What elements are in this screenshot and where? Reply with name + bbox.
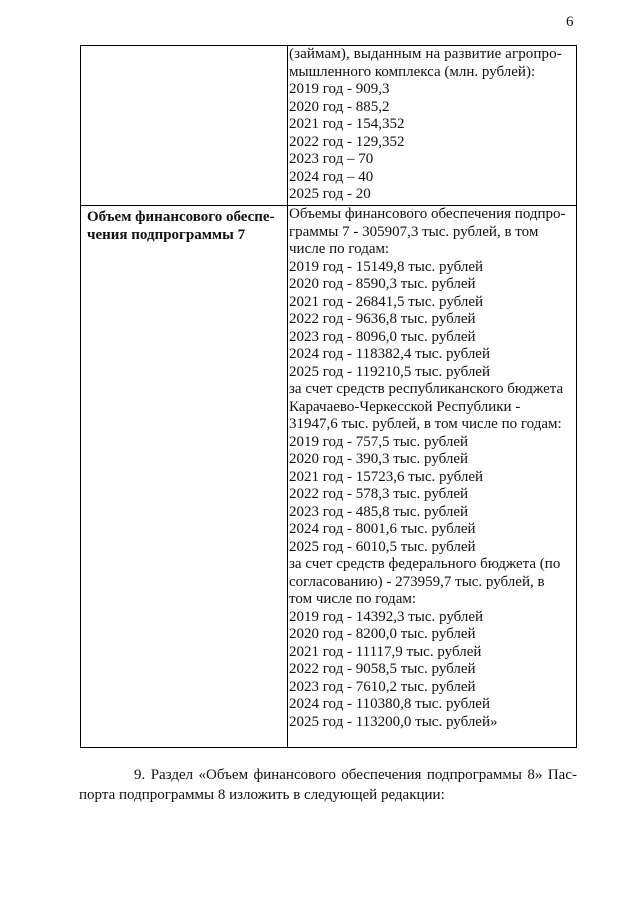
cell-line: 2024 год - 110380,8 тыс. рублей	[289, 696, 490, 712]
cell-line: 2021 год - 26841,5 тыс. рублей	[289, 293, 484, 310]
left-cell-heading	[87, 208, 283, 244]
table-row	[81, 206, 576, 748]
cell-line: 2022 год - 129,352	[289, 133, 405, 150]
cell-line: числе по годам:	[289, 241, 390, 257]
cell-line: 2023 год - 8096,0 тыс. рублей	[289, 328, 476, 345]
cell-line: 2021 год - 11117,9 тыс. рублей	[289, 643, 482, 660]
cell-line: 2021 год - 15723,6 тыс. рублей	[289, 468, 484, 485]
cell-line: Объемы финансового обеспечения подпро-	[289, 206, 566, 222]
cell-line: 2024 год - 118382,4 тыс. рублей	[289, 346, 490, 362]
right-cell	[289, 206, 573, 731]
cell-line: 2019 год - 14392,3 тыс. рублей	[289, 608, 484, 625]
cell-line: 2019 год - 909,3	[289, 81, 390, 97]
cell-line: 2022 год - 578,3 тыс. рублей	[289, 486, 469, 502]
cell-line: 2024 год - 8001,6 тыс. рублей	[289, 521, 476, 537]
cell-line: 2019 год - 15149,8 тыс. рублей	[289, 258, 484, 275]
cell-line: 2023 год - 7610,2 тыс. рублей	[289, 678, 476, 695]
cell-line: 2020 год - 8200,0 тыс. рублей	[289, 626, 476, 642]
cell-line: 2020 год - 390,3 тыс. рублей	[289, 451, 469, 467]
cell-line: (займам), выданным на развитие агропро-	[289, 46, 562, 62]
cell-line: Объем финансового обеспе-	[87, 209, 275, 225]
cell-line: Карачаево-Черкесской Республики -	[289, 398, 521, 415]
cell-line: 2025 год - 20	[289, 186, 371, 202]
cell-line: согласованию) - 273959,7 тыс. рублей, в	[289, 573, 545, 590]
cell-line: 2022 год - 9058,5 тыс. рублей	[289, 661, 476, 677]
table-row	[81, 46, 576, 206]
cell-line: 2023 год – 70	[289, 151, 374, 167]
cell-line: 2019 год - 757,5 тыс. рублей	[289, 433, 469, 450]
cell-line: 2025 год - 6010,5 тыс. рублей	[289, 538, 476, 555]
cell-line: 2022 год - 9636,8 тыс. рублей	[289, 311, 476, 327]
cell-line: за счет средств республиканского бюджета	[289, 381, 564, 397]
cell-line: 2020 год - 8590,3 тыс. рублей	[289, 276, 476, 292]
right-cell	[289, 46, 573, 204]
page-number: 6	[566, 14, 574, 30]
paragraph-line: 9. Раздел «Объем финансового обеспечения подпрограммы 8» Пас-	[134, 767, 577, 783]
cell-line: 2025 год - 119210,5 тыс. рублей	[289, 363, 490, 380]
cell-line: 2021 год - 154,352	[289, 116, 405, 132]
cell-line: чения подпрограммы 7	[87, 227, 246, 243]
body-paragraph	[79, 765, 577, 805]
cell-line: граммы 7 - 305907,3 тыс. рублей, в том	[289, 223, 539, 240]
paragraph-line: порта подпрограммы 8 изложить в следующей редакции:	[79, 787, 445, 803]
column-divider	[287, 46, 288, 205]
cell-line: 2024 год – 40	[289, 168, 374, 185]
cell-line: 2025 год - 113200,0 тыс. рублей»	[289, 713, 498, 730]
cell-line: 2020 год - 885,2	[289, 98, 390, 115]
cell-line: мышленного комплекса (млн. рублей):	[289, 63, 536, 80]
column-divider	[287, 206, 288, 748]
cell-line: том числе по годам:	[289, 591, 417, 607]
cell-line: 2023 год - 485,8 тыс. рублей	[289, 503, 469, 520]
cell-line: 31947,6 тыс. рублей, в том числе по годам:	[289, 416, 562, 432]
cell-line: за счет средств федерального бюджета (по	[289, 556, 561, 572]
passport-table	[80, 45, 577, 748]
